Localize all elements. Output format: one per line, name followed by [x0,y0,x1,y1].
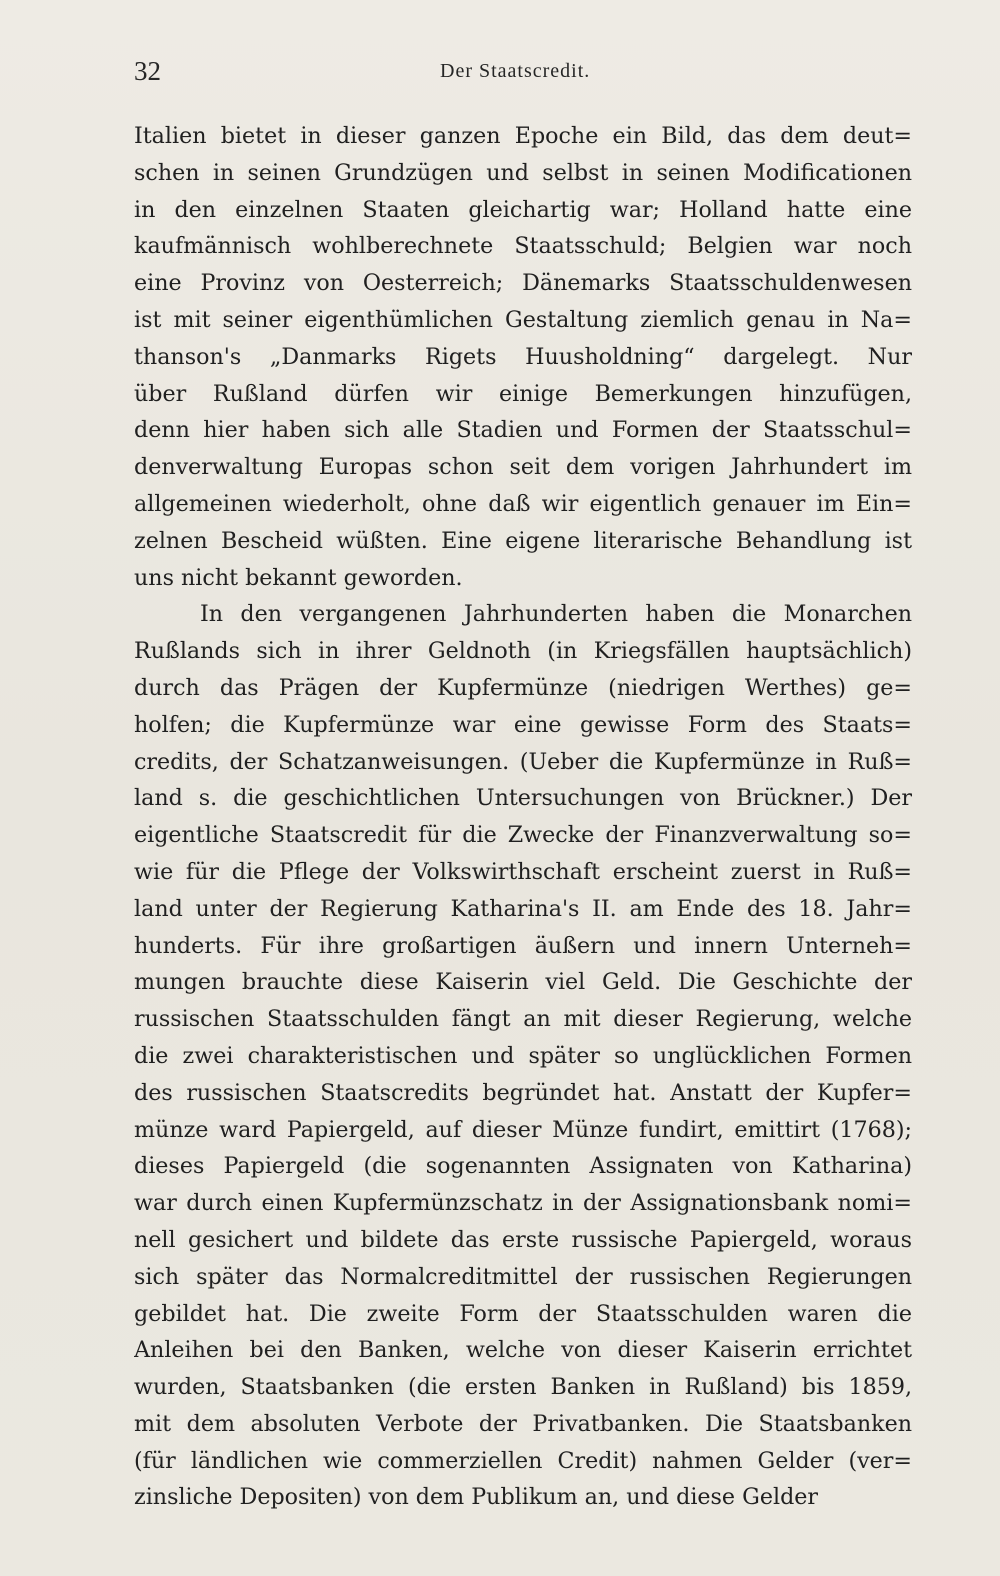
text-line: dieses Papiergeld (die sogenannten Assignaten von Katharina) [134,1153,912,1180]
text-line: (für ländlichen wie commerziellen Credit) nahmen Gelder (ver= [134,1447,912,1474]
text-line: russischen Staatsschulden fängt an mit dieser Regierung, welche [134,1006,912,1033]
text-line: zinsliche Depositen) von dem Publikum an, und diese Gelder [134,1484,819,1511]
text-line: Anleihen bei den Banken, welche von dieser Kaiserin errichtet [134,1337,912,1364]
text-line: münze ward Papiergeld, auf dieser Münze fundirt, emittirt (1768); [134,1116,912,1143]
text-line: des russischen Staatscredits begründet hat. Anstatt der Kupfer= [134,1079,912,1106]
text-line: credits, der Schatzanweisungen. (Ueber die Kupfermünze in Ruß= [134,748,912,775]
text-line: land unter der Regierung Katharina's II. am Ende des 18. Jahr= [134,895,912,922]
text-line: allgemeinen wiederholt, ohne daß wir eigentlich genauer im Ein= [134,490,912,517]
text-line: uns nicht bekannt geworden. [134,564,463,591]
paragraph [134,596,912,1516]
text-line: mungen brauchte diese Kaiserin viel Geld. Die Geschichte der [134,969,912,996]
text-line: hunderts. Für ihre großartigen äußern und innern Unterneh= [134,932,912,959]
text-line: kaufmännisch wohlberechnete Staatsschuld; Belgien war noch [134,233,912,260]
text-line: wie für die Pflege der Volkswirthschaft erscheint zuerst in Ruß= [134,858,912,885]
running-header [134,56,910,92]
text-line: mit dem absoluten Verbote der Privatbanken. Die Staatsbanken [134,1410,912,1437]
text-line: land s. die geschichtlichen Untersuchungen von Brückner.) Der [134,785,912,812]
page-number: 32 [134,56,161,86]
text-line: denverwaltung Europas schon seit dem vorigen Jahrhundert im [134,454,912,481]
text-line: In den vergangenen Jahrhunderten haben die Monarchen [200,601,912,628]
text-line: denn hier haben sich alle Stadien und Formen der Staatsschul= [134,417,912,444]
text-line: die zwei charakteristischen und später so unglücklichen Formen [134,1042,912,1069]
text-line: ist mit seiner eigenthümlichen Gestaltung ziemlich genau in Na= [134,306,912,333]
text-line: holfen; die Kupfermünze war eine gewisse Form des Staats= [134,711,912,738]
running-title: Der Staatscredit. [440,60,591,82]
text-line: wurden, Staatsbanken (die ersten Banken in Rußland) bis 1859, [134,1374,912,1401]
text-line: sich später das Normalcreditmittel der russischen Regierungen [134,1263,912,1290]
paragraph [134,118,912,596]
text-line: Rußlands sich in ihrer Geldnoth (in Kriegsfällen hauptsächlich) [134,638,912,665]
body-text [134,118,912,1516]
text-line: durch das Prägen der Kupfermünze (niedrigen Werthes) ge= [134,674,912,701]
text-line: nell gesichert und bildete das erste russische Papiergeld, woraus [134,1226,912,1253]
text-line: gebildet hat. Die zweite Form der Staatsschulden waren die [134,1300,912,1327]
text-line: eigentliche Staatscredit für die Zwecke der Finanzverwaltung so= [134,822,912,849]
text-line: eine Provinz von Oesterreich; Dänemarks Staatsschuldenwesen [134,270,912,297]
text-line: zelnen Bescheid wüßten. Eine eigene literarische Behandlung ist [134,527,912,554]
text-line: Italien bietet in dieser ganzen Epoche ein Bild, das dem deut= [134,123,912,149]
text-line: war durch einen Kupfermünzschatz in der Assignationsbank nomi= [134,1190,912,1217]
text-line: über Rußland dürfen wir einige Bemerkungen hinzufügen, [134,380,912,407]
text-line: schen in seinen Grundzügen und selbst in seinen Modificationen [134,159,912,186]
text-line: in den einzelnen Staaten gleichartig war; Holland hatte eine [134,196,912,223]
text-line: thanson's „Danmarks Rigets Huusholdning“ dargelegt. Nur [134,343,912,370]
